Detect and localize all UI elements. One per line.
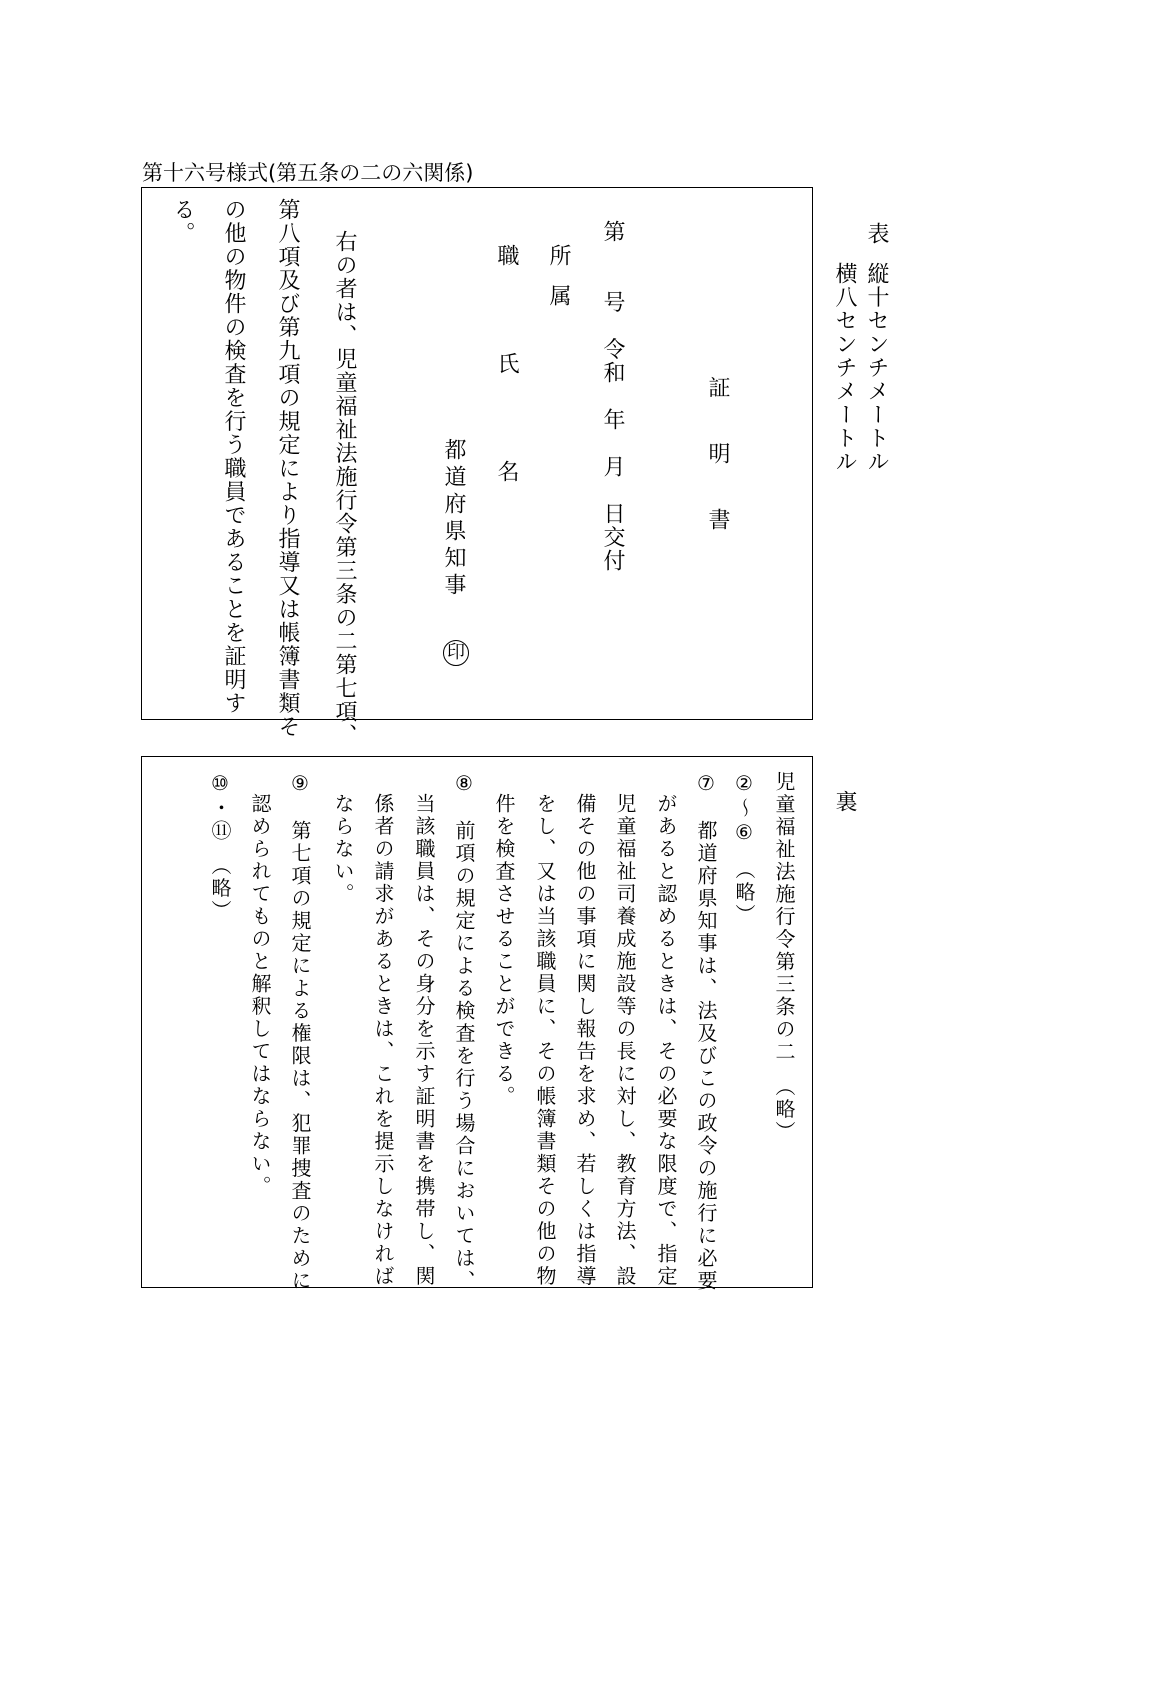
seal-icon: 印 xyxy=(443,640,469,666)
body-line: る。 xyxy=(170,198,195,245)
provision-line: ⑧ 前項の規定による検査を行う場合においては、 xyxy=(452,771,476,1293)
provision-line: 児童福祉司養成施設等の長に対し、教育方法、設 xyxy=(613,793,637,1288)
provision-line: をし、又は当該職員に、その帳簿書類その他の物 xyxy=(533,793,557,1288)
provision-line: ならない。 xyxy=(331,793,355,906)
provision-line: 認められてものと解釈してはならない。 xyxy=(248,793,272,1198)
back-side-label: 裏 xyxy=(832,790,857,814)
back-provisions-box xyxy=(141,756,813,1293)
provision-line: 備その他の事項に関し報告を求め、若しくは指導 xyxy=(573,793,597,1288)
provision-line: ⑨ 第七項の規定による権限は、犯罪捜査のために xyxy=(288,771,312,1293)
position-name-label: 職氏名 xyxy=(494,244,519,568)
issuer-label: 都道府県知事 xyxy=(441,438,466,600)
body-line: 第八項及び第九項の規定により指導又は帳簿書類そ xyxy=(275,198,300,739)
provision-line: ②～⑥ （略） xyxy=(732,771,756,927)
provision-line: 件を検査させることができる。 xyxy=(492,793,516,1108)
provision-line: があると認めるときは、その必要な限度で、指定 xyxy=(654,793,678,1288)
body-line: の他の物件の検査を行う職員であることを証明す xyxy=(221,198,246,715)
certificate-number-line: 第 号 令和 年 月 日交付 xyxy=(600,220,625,573)
provision-line: 係者の請求があるときは、これを提示しなければ xyxy=(371,793,395,1288)
body-line: 右の者は、児童福祉法施行令第三条の二第七項、 xyxy=(332,230,357,747)
provision-line: ⑦ 都道府県知事は、法及びこの政令の施行に必要 xyxy=(694,771,718,1293)
provision-line: ⑩・⑪ （略） xyxy=(208,771,232,923)
front-certificate-box xyxy=(141,187,813,747)
form-title: 第十六号様式(第五条の二の六関係) xyxy=(142,161,474,185)
seal-mark xyxy=(443,640,469,666)
affiliation-label: 所属 xyxy=(546,244,571,324)
provision-line: 当該職員は、その身分を示す証明書を携帯し、関 xyxy=(412,793,436,1288)
width-note: 横八センチメートル xyxy=(832,262,857,474)
provision-line: 児童福祉法施行令第三条の二 （略） xyxy=(772,771,796,1144)
height-note: 縦十センチメートル xyxy=(864,262,889,474)
certificate-title: 証明書 xyxy=(705,376,730,574)
front-side-label: 表 xyxy=(864,222,889,246)
